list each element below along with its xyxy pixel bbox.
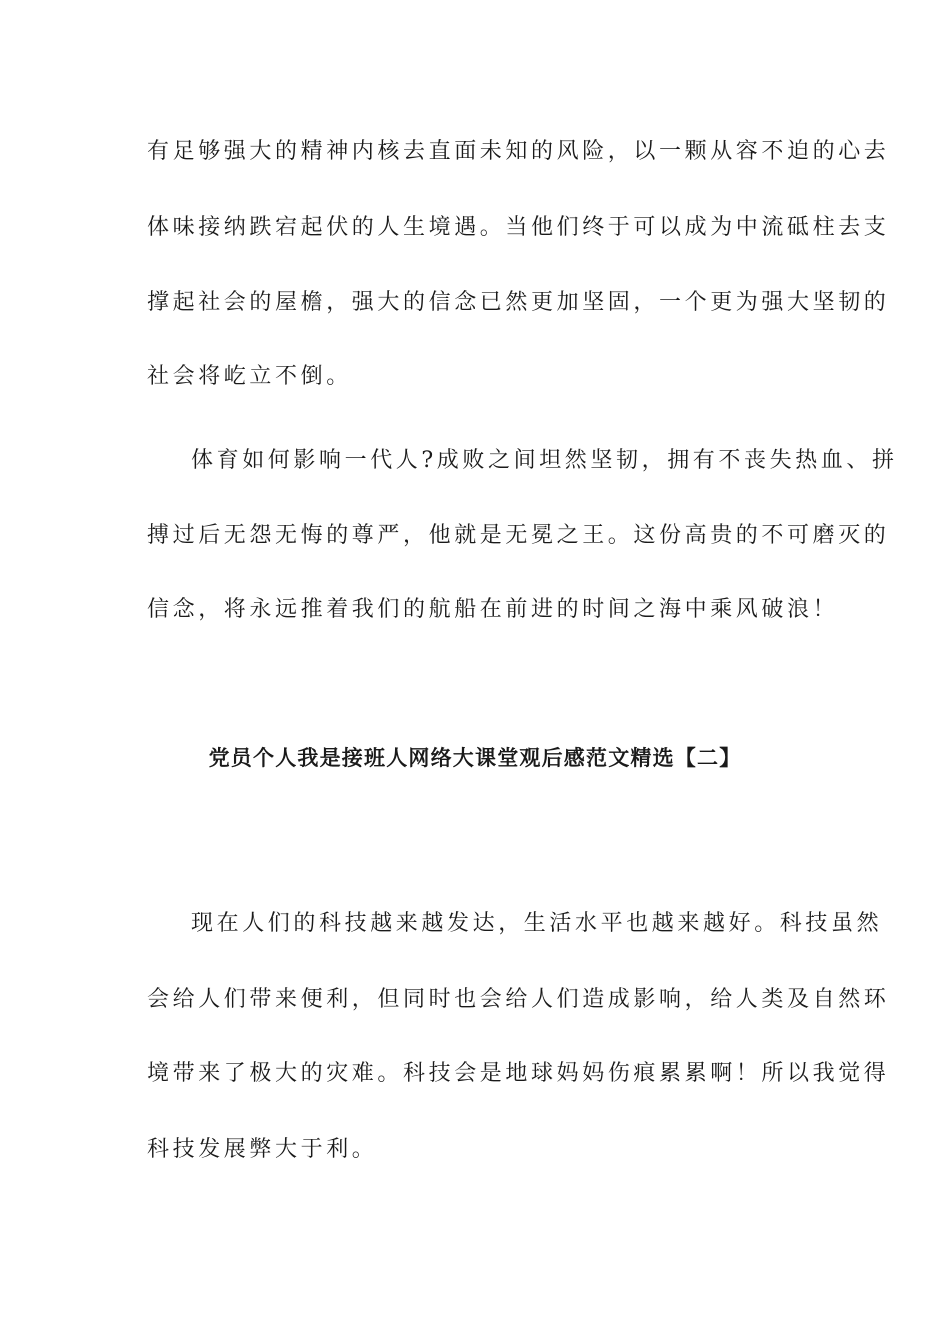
paragraph-line: 体味接纳跌宕起伏的人生境遇。当他们终于可以成为中流砥柱去支 [147,215,890,240]
paragraph-line: 境带来了极大的灾难。科技会是地球妈妈伤痕累累啊！所以我觉得 [147,1061,890,1086]
paragraph-line: 现在人们的科技越来越发达，生活水平也越来越好。科技虽然 [191,911,883,936]
paragraph-line: 会给人们带来便利，但同时也会给人们造成影响，给人类及自然环 [147,987,890,1012]
paragraph-line: 搏过后无怨无悔的尊严，他就是无冕之王。这份高贵的不可磨灭的 [147,523,890,548]
paragraph-line: 社会将屹立不倒。 [147,364,352,389]
paragraph-line: 信念，将永远推着我们的航船在前进的时间之海中乘风破浪！ [147,597,839,622]
paragraph-line: 科技发展弊大于利。 [147,1137,378,1162]
section-heading: 党员个人我是接班人网络大课堂观后感范文精选【二】 [208,745,742,770]
paragraph-line: 有足够强大的精神内核去直面未知的风险，以一颗从容不迫的心去 [147,139,890,164]
paragraph-line: 撑起社会的屋檐，强大的信念已然更加坚固，一个更为强大坚韧的 [147,290,890,315]
paragraph-line: 体育如何影响一代人?成败之间坦然坚韧，拥有不丧失热血、拼 [191,448,898,473]
